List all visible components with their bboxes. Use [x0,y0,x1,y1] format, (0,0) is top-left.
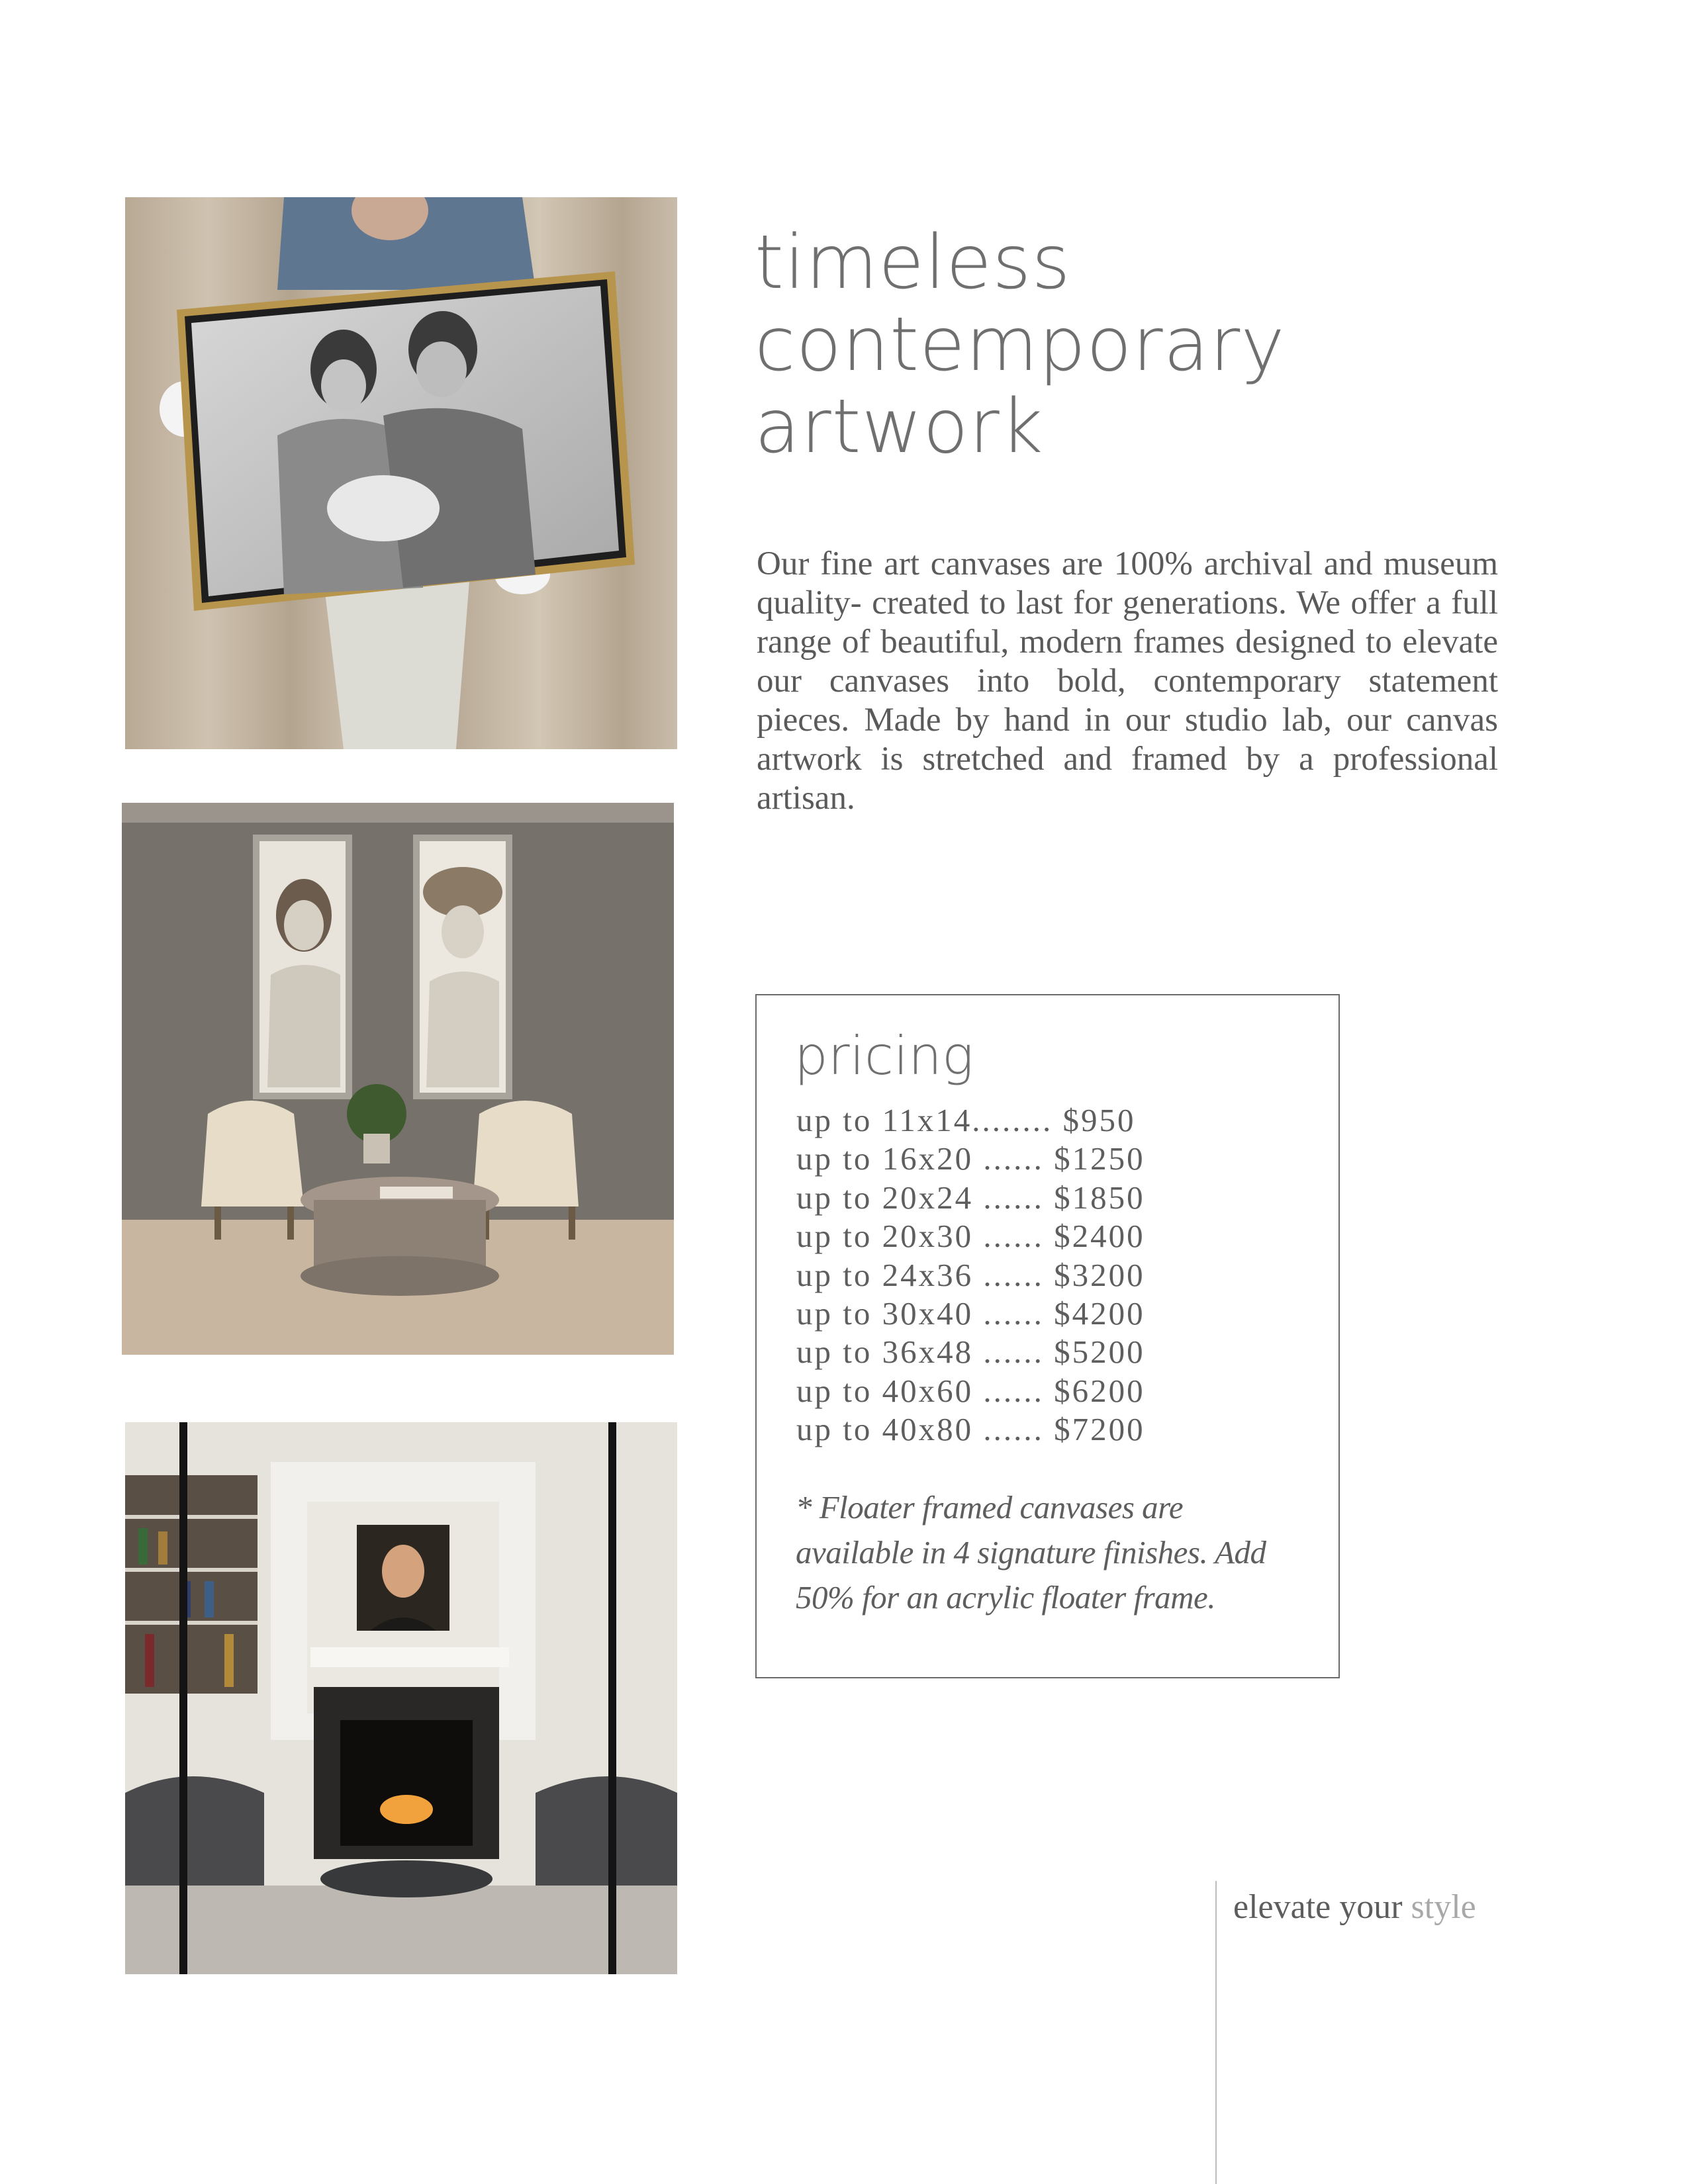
photo-fireplace-portrait [125,1422,677,1974]
tagline-dark: elevate your [1233,1888,1403,1926]
pricing-box [755,994,1340,1678]
tagline [1233,1888,1476,1927]
price-value: $6200 [1054,1372,1145,1409]
pricing-note: * Floater framed canvases are available in 4 signature finishes. Add 50% for an acrylic floater frame. [796,1489,1266,1615]
price-size: up to 36x48 ...... [796,1334,1044,1371]
price-value: $1850 [1054,1179,1145,1216]
price-item [796,1333,1145,1371]
price-value: $950 [1062,1102,1136,1138]
price-list [796,1101,1145,1449]
price-size: up to 20x30 ...... [796,1218,1044,1255]
price-size: up to 11x14........ [796,1102,1053,1138]
tagline-light: style [1411,1888,1476,1926]
price-item [796,1217,1145,1255]
price-size: up to 20x24 ...... [796,1179,1044,1216]
intro-paragraph: Our fine art canvases are 100% archival and museum quality- created to last for generations. We offer a full range of beautiful, modern frames designed to elevate our canvases into bold, contemporary statement pieces. Made by hand in our studio lab, our canvas artwork is stretched and framed by a professional artisan. [757,545,1498,817]
pricing-title: pricing [794,1025,974,1087]
price-value: $2400 [1054,1218,1145,1255]
price-value: $3200 [1054,1256,1145,1293]
price-item [796,1140,1145,1178]
price-item [796,1256,1145,1295]
vertical-divider [1215,1881,1217,2184]
headline-line-1: timeless [755,220,1071,306]
price-size: up to 24x36 ...... [796,1256,1044,1293]
price-value: $7200 [1054,1411,1145,1448]
price-item [796,1101,1145,1140]
price-item [796,1179,1145,1217]
price-value: $5200 [1054,1334,1145,1371]
price-item [796,1410,1145,1449]
price-item [796,1295,1145,1333]
headline-line-2: contemporary [755,302,1286,388]
price-item [796,1372,1145,1410]
price-size: up to 40x80 ...... [796,1411,1044,1448]
price-value: $4200 [1054,1295,1145,1332]
photo-canvas-held [125,197,677,749]
headline-line-3: artwork [755,384,1044,470]
price-size: up to 40x60 ...... [796,1372,1044,1409]
photo-living-room-portraits [122,803,674,1355]
price-value: $1250 [1054,1140,1145,1177]
headline [755,222,1350,468]
price-size: up to 16x20 ...... [796,1140,1044,1177]
price-size: up to 30x40 ...... [796,1295,1044,1332]
